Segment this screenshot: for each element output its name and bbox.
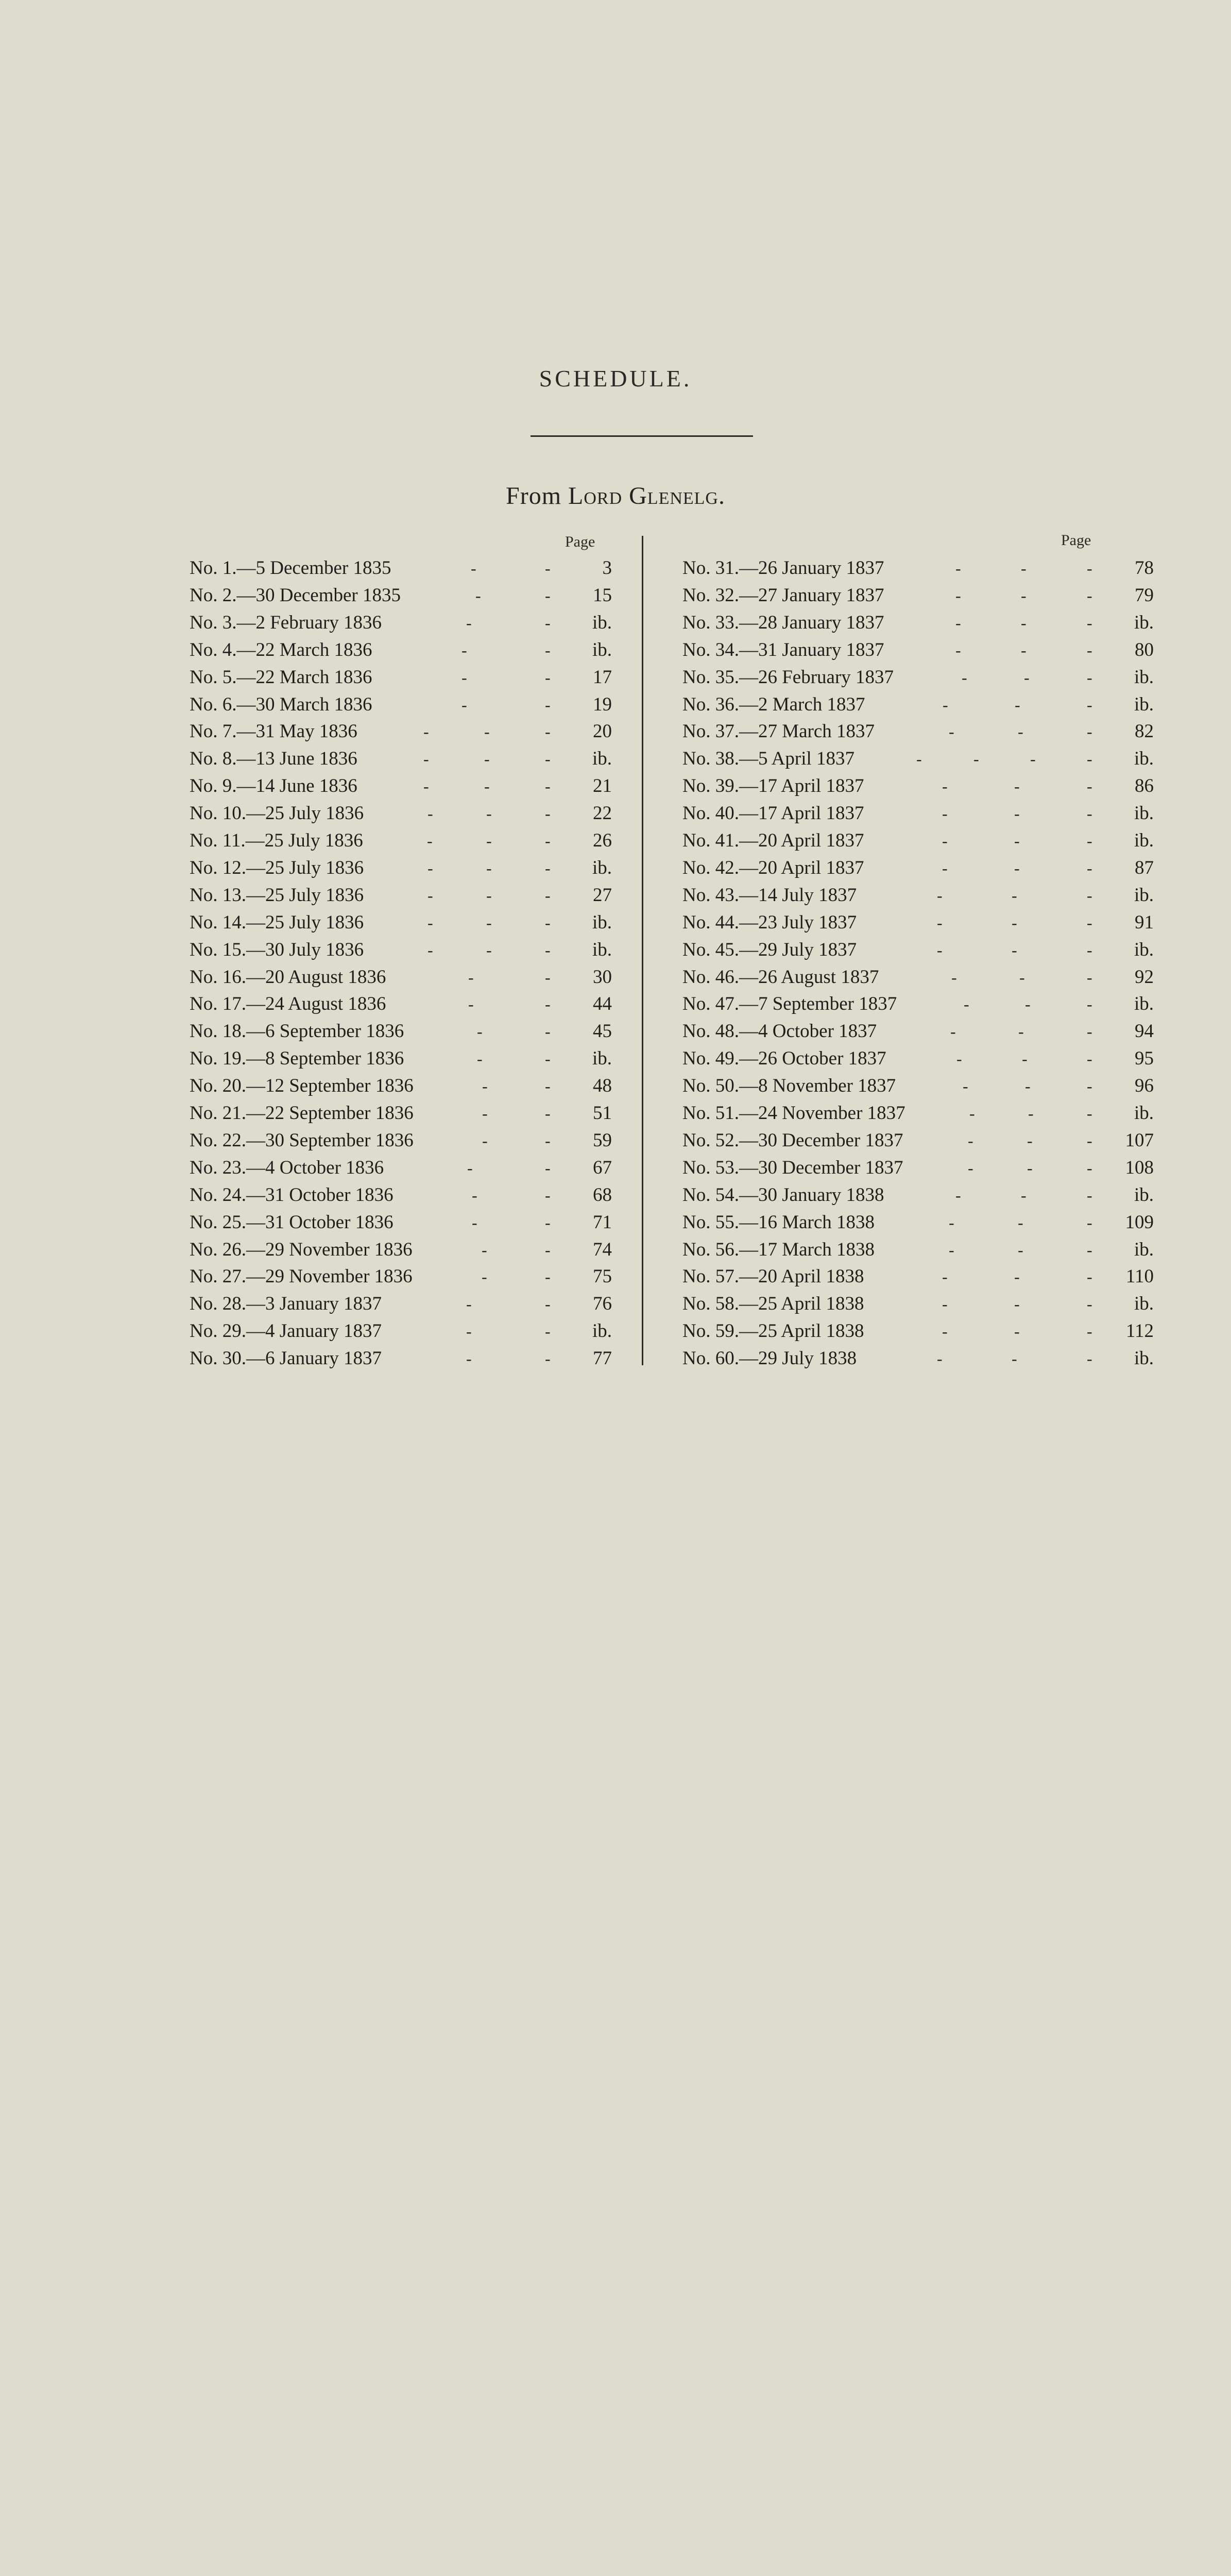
entry-page-number: ib. bbox=[566, 909, 612, 2576]
list-item: No. 10.—25 July 1836 - - - 22 bbox=[190, 800, 612, 827]
list-item: No. 12.—25 July 1836 - - - ib. bbox=[190, 855, 612, 882]
entry-label: No. 24.—31 October 1836 bbox=[190, 1182, 394, 1209]
list-item: No. 18.—6 September 1836 - - 45 bbox=[190, 1018, 612, 1045]
entry-label: No. 27.—29 November 1836 bbox=[190, 1263, 413, 1290]
list-item: No. 39.—17 April 1837 - - - 86 bbox=[682, 773, 1154, 800]
list-item: No. 36.—2 March 1837 - - - ib. bbox=[682, 691, 1154, 718]
entry-page-number: ib. bbox=[1107, 1182, 1154, 2576]
list-item: No. 32.—27 January 1837 - - - 79 bbox=[682, 582, 1154, 609]
entry-label: No. 7.—31 May 1836 bbox=[190, 718, 357, 745]
entry-label: No. 44.—23 July 1837 bbox=[682, 909, 857, 936]
entry-label: No. 54.—30 January 1838 bbox=[682, 1182, 884, 1209]
entry-page-number: ib. bbox=[566, 855, 612, 2576]
entry-page-number: 22 bbox=[566, 800, 612, 2576]
entry-label: No. 40.—17 April 1837 bbox=[682, 800, 864, 827]
entry-label: No. 15.—30 July 1836 bbox=[190, 937, 364, 963]
entry-page-number: 27 bbox=[566, 882, 612, 2576]
entry-label: No. 49.—26 October 1837 bbox=[682, 1045, 886, 1072]
list-item: No. 5.—22 March 1836 - - 17 bbox=[190, 664, 612, 691]
list-item: No. 59.—25 April 1838 - - - 112 bbox=[682, 1318, 1154, 1345]
list-item: No. 54.—30 January 1838 - - - ib. bbox=[682, 1182, 1154, 1209]
list-item: No. 60.—29 July 1838 - - - ib. bbox=[682, 1345, 1154, 1372]
entry-label: No. 16.—20 August 1836 bbox=[190, 964, 386, 991]
entry-page-number: ib. bbox=[566, 1318, 612, 2576]
column-divider bbox=[642, 536, 643, 1365]
entry-label: No. 51.—24 November 1837 bbox=[682, 1100, 905, 1127]
entry-page-number: 71 bbox=[566, 1209, 612, 2576]
entry-label: No. 38.—5 April 1837 bbox=[682, 745, 854, 772]
list-item: No. 35.—26 February 1837 - - - ib. bbox=[682, 664, 1154, 691]
list-item: No. 28.—3 January 1837 - - 76 bbox=[190, 1291, 612, 1317]
list-item: No. 33.—28 January 1837 - - - ib. bbox=[682, 609, 1154, 636]
entry-page-number: ib. bbox=[1107, 745, 1154, 2576]
entry-page-number: 82 bbox=[1107, 718, 1154, 2576]
entry-page-number: 77 bbox=[566, 1345, 612, 2576]
list-item: No. 40.—17 April 1837 - - - ib. bbox=[682, 800, 1154, 827]
entry-label: No. 1.—5 December 1835 bbox=[190, 555, 391, 582]
entry-page-number: 96 bbox=[1107, 1073, 1154, 2576]
entry-label: No. 5.—22 March 1836 bbox=[190, 664, 372, 691]
list-item: No. 27.—29 November 1836 - - 75 bbox=[190, 1263, 612, 1290]
list-item: No. 25.—31 October 1836 - - 71 bbox=[190, 1209, 612, 1236]
page-subtitle bbox=[0, 482, 1231, 510]
entry-label: No. 59.—25 April 1838 bbox=[682, 1318, 864, 1345]
entry-page-number: ib. bbox=[1107, 800, 1154, 2576]
entry-page-number: 79 bbox=[1107, 582, 1154, 2576]
list-item: No. 3.—2 February 1836 - - ib. bbox=[190, 609, 612, 636]
list-item: No. 41.—20 April 1837 - - - ib. bbox=[682, 827, 1154, 854]
list-item: No. 57.—20 April 1838 - - - 110 bbox=[682, 1263, 1154, 1290]
list-item: No. 1.—5 December 1835 - - 3 bbox=[190, 555, 612, 582]
entry-label: No. 56.—17 March 1838 bbox=[682, 1236, 875, 1263]
list-item: No. 11.—25 July 1836 - - - 26 bbox=[190, 827, 612, 854]
entry-page-number: ib. bbox=[566, 937, 612, 2576]
page-title: SCHEDULE. bbox=[0, 365, 1231, 392]
entry-page-number: 19 bbox=[566, 691, 612, 2576]
entry-label: No. 4.—22 March 1836 bbox=[190, 637, 372, 664]
entry-page-number: 30 bbox=[566, 964, 612, 2576]
list-item: No. 49.—26 October 1837 - - - 95 bbox=[682, 1045, 1154, 1072]
entry-page-number: 86 bbox=[1107, 773, 1154, 2576]
entry-page-number: ib. bbox=[1107, 937, 1154, 2576]
list-item: No. 29.—4 January 1837 - - ib. bbox=[190, 1318, 612, 1345]
list-item: No. 4.—22 March 1836 - - ib. bbox=[190, 637, 612, 664]
entry-label: No. 25.—31 October 1836 bbox=[190, 1209, 394, 1236]
entry-page-number: 76 bbox=[566, 1291, 612, 2576]
entry-label: No. 6.—30 March 1836 bbox=[190, 691, 372, 718]
list-item: No. 46.—26 August 1837 - - - 92 bbox=[682, 964, 1154, 991]
entry-label: No. 46.—26 August 1837 bbox=[682, 964, 879, 991]
entry-label: No. 20.—12 September 1836 bbox=[190, 1073, 414, 1099]
entry-label: No. 9.—14 June 1836 bbox=[190, 773, 357, 800]
entry-label: No. 45.—29 July 1837 bbox=[682, 937, 857, 963]
entry-label: No. 22.—30 September 1836 bbox=[190, 1127, 414, 1154]
entry-label: No. 48.—4 October 1837 bbox=[682, 1018, 877, 1045]
list-item: No. 7.—31 May 1836 - - - 20 bbox=[190, 718, 612, 745]
entry-label: No. 50.—8 November 1837 bbox=[682, 1073, 896, 1099]
entry-page-number: 92 bbox=[1107, 964, 1154, 2576]
entry-page-number: ib. bbox=[1107, 1345, 1154, 2576]
entry-page-number: ib. bbox=[1107, 1100, 1154, 2576]
entry-page-number: ib. bbox=[566, 609, 612, 2576]
entry-page-number: 110 bbox=[1107, 1263, 1154, 2576]
list-item: No. 2.—30 December 1835 - - 15 bbox=[190, 582, 612, 609]
list-item: No. 6.—30 March 1836 - - 19 bbox=[190, 691, 612, 718]
title-rule bbox=[531, 435, 753, 437]
entry-label: No. 30.—6 January 1837 bbox=[190, 1345, 382, 1372]
list-item: No. 17.—24 August 1836 - - 44 bbox=[190, 991, 612, 1018]
entry-page-number: ib. bbox=[1107, 664, 1154, 2576]
entry-label: No. 26.—29 November 1836 bbox=[190, 1236, 413, 1263]
list-item: No. 50.—8 November 1837 - - - 96 bbox=[682, 1073, 1154, 1099]
entry-label: No. 17.—24 August 1836 bbox=[190, 991, 386, 1018]
entry-page-number: 26 bbox=[566, 827, 612, 2576]
entry-label: No. 35.—26 February 1837 bbox=[682, 664, 894, 691]
list-item: No. 38.—5 April 1837 - - - - ib. bbox=[682, 745, 1154, 772]
entry-label: No. 2.—30 December 1835 bbox=[190, 582, 401, 609]
list-item: No. 8.—13 June 1836 - - - ib. bbox=[190, 745, 612, 772]
entry-page-number: ib. bbox=[1107, 827, 1154, 2576]
entry-page-number: ib. bbox=[566, 745, 612, 2576]
entry-label: No. 14.—25 July 1836 bbox=[190, 909, 364, 936]
list-item: No. 9.—14 June 1836 - - - 21 bbox=[190, 773, 612, 800]
entry-label: No. 19.—8 September 1836 bbox=[190, 1045, 404, 1072]
entry-label: No. 37.—27 March 1837 bbox=[682, 718, 875, 745]
entry-page-number: 44 bbox=[566, 991, 612, 2576]
list-item: No. 16.—20 August 1836 - - 30 bbox=[190, 964, 612, 991]
list-item: No. 52.—30 December 1837 - - - 107 bbox=[682, 1127, 1154, 1154]
list-item: No. 37.—27 March 1837 - - - 82 bbox=[682, 718, 1154, 745]
entry-label: No. 31.—26 January 1837 bbox=[682, 555, 884, 582]
entry-label: No. 32.—27 January 1837 bbox=[682, 582, 884, 609]
entry-label: No. 11.—25 July 1836 bbox=[190, 827, 363, 854]
entry-page-number: ib. bbox=[566, 637, 612, 2576]
entry-label: No. 28.—3 January 1837 bbox=[190, 1291, 382, 1317]
left-page-column-label: Page bbox=[565, 533, 595, 551]
entry-page-number: 95 bbox=[1107, 1045, 1154, 2576]
list-item: No. 51.—24 November 1837 - - - ib. bbox=[682, 1100, 1154, 1127]
list-item: No. 42.—20 April 1837 - - - 87 bbox=[682, 855, 1154, 882]
entry-label: No. 10.—25 July 1836 bbox=[190, 800, 364, 827]
entry-label: No. 55.—16 March 1838 bbox=[682, 1209, 875, 1236]
entry-label: No. 33.—28 January 1837 bbox=[682, 609, 884, 636]
list-item: No. 53.—30 December 1837 - - - 108 bbox=[682, 1155, 1154, 1181]
entry-page-number: 20 bbox=[566, 718, 612, 2576]
entry-page-number: 68 bbox=[566, 1182, 612, 2576]
list-item: No. 48.—4 October 1837 - - - 94 bbox=[682, 1018, 1154, 1045]
entry-label: No. 60.—29 July 1838 bbox=[682, 1345, 857, 1372]
list-item: No. 47.—7 September 1837 - - - ib. bbox=[682, 991, 1154, 1018]
entry-page-number: 75 bbox=[566, 1263, 612, 2576]
entry-label: No. 36.—2 March 1837 bbox=[682, 691, 865, 718]
entry-page-number: 94 bbox=[1107, 1018, 1154, 2576]
entry-page-number: 3 bbox=[566, 555, 612, 2576]
list-item: No. 15.—30 July 1836 - - - ib. bbox=[190, 937, 612, 963]
entry-label: No. 12.—25 July 1836 bbox=[190, 855, 364, 882]
list-item: No. 55.—16 March 1838 - - - 109 bbox=[682, 1209, 1154, 1236]
entry-page-number: ib. bbox=[1107, 1236, 1154, 2576]
entry-page-number: ib. bbox=[1107, 991, 1154, 2576]
entry-label: No. 29.—4 January 1837 bbox=[190, 1318, 382, 1345]
entry-label: No. 57.—20 April 1838 bbox=[682, 1263, 864, 1290]
list-item: No. 22.—30 September 1836 - - 59 bbox=[190, 1127, 612, 1154]
entry-page-number: 91 bbox=[1107, 909, 1154, 2576]
entry-page-number: 74 bbox=[566, 1236, 612, 2576]
entry-page-number: ib. bbox=[1107, 1291, 1154, 2576]
list-item: No. 23.—4 October 1836 - - 67 bbox=[190, 1155, 612, 1181]
list-item: No. 19.—8 September 1836 - - ib. bbox=[190, 1045, 612, 1072]
list-item: No. 43.—14 July 1837 - - - ib. bbox=[682, 882, 1154, 909]
entry-page-number: 59 bbox=[566, 1127, 612, 2576]
entry-label: No. 34.—31 January 1837 bbox=[682, 637, 884, 664]
entry-label: No. 39.—17 April 1837 bbox=[682, 773, 864, 800]
entry-label: No. 58.—25 April 1838 bbox=[682, 1291, 864, 1317]
list-item: No. 24.—31 October 1836 - - 68 bbox=[190, 1182, 612, 1209]
right-page-column-label: Page bbox=[1061, 532, 1091, 549]
entry-page-number: 45 bbox=[566, 1018, 612, 2576]
entry-page-number: 109 bbox=[1107, 1209, 1154, 2576]
list-item: No. 45.—29 July 1837 - - - ib. bbox=[682, 937, 1154, 963]
entry-page-number: 80 bbox=[1107, 637, 1154, 2576]
subtitle-prefix: From bbox=[506, 482, 561, 510]
list-item: No. 26.—29 November 1836 - - 74 bbox=[190, 1236, 612, 1263]
list-item: No. 31.—26 January 1837 - - - 78 bbox=[682, 555, 1154, 582]
entry-page-number: 87 bbox=[1107, 855, 1154, 2576]
entry-page-number: ib. bbox=[1107, 691, 1154, 2576]
entry-page-number: ib. bbox=[1107, 609, 1154, 2576]
list-item: No. 13.—25 July 1836 - - - 27 bbox=[190, 882, 612, 909]
entry-label: No. 3.—2 February 1836 bbox=[190, 609, 382, 636]
entry-label: No. 21.—22 September 1836 bbox=[190, 1100, 414, 1127]
entry-page-number: 15 bbox=[566, 582, 612, 2576]
entry-label: No. 8.—13 June 1836 bbox=[190, 745, 357, 772]
entry-label: No. 18.—6 September 1836 bbox=[190, 1018, 404, 1045]
entry-page-number: ib. bbox=[566, 1045, 612, 2576]
entry-page-number: 78 bbox=[1107, 555, 1154, 2576]
entry-label: No. 52.—30 December 1837 bbox=[682, 1127, 903, 1154]
list-item: No. 30.—6 January 1837 - - 77 bbox=[190, 1345, 612, 1372]
list-item: No. 34.—31 January 1837 - - - 80 bbox=[682, 637, 1154, 664]
entry-page-number: 21 bbox=[566, 773, 612, 2576]
list-item: No. 56.—17 March 1838 - - - ib. bbox=[682, 1236, 1154, 1263]
entry-page-number: 17 bbox=[566, 664, 612, 2576]
entry-label: No. 41.—20 April 1837 bbox=[682, 827, 864, 854]
entry-label: No. 47.—7 September 1837 bbox=[682, 991, 897, 1018]
list-item: No. 14.—25 July 1836 - - - ib. bbox=[190, 909, 612, 936]
entry-label: No. 43.—14 July 1837 bbox=[682, 882, 857, 909]
entry-page-number: 107 bbox=[1107, 1127, 1154, 2576]
entry-page-number: 108 bbox=[1107, 1155, 1154, 2576]
list-item: No. 58.—25 April 1838 - - - ib. bbox=[682, 1291, 1154, 1317]
entry-page-number: 48 bbox=[566, 1073, 612, 2576]
entry-label: No. 13.—25 July 1836 bbox=[190, 882, 364, 909]
entry-label: No. 42.—20 April 1837 bbox=[682, 855, 864, 882]
entry-page-number: 112 bbox=[1107, 1318, 1154, 2576]
entry-label: No. 53.—30 December 1837 bbox=[682, 1155, 903, 1181]
entry-page-number: 67 bbox=[566, 1155, 612, 2576]
list-item: No. 21.—22 September 1836 - - 51 bbox=[190, 1100, 612, 1127]
entry-page-number: 51 bbox=[566, 1100, 612, 2576]
entry-page-number: ib. bbox=[1107, 882, 1154, 2576]
entry-label: No. 23.—4 October 1836 bbox=[190, 1155, 384, 1181]
subtitle-name: Lord Glenelg. bbox=[568, 482, 725, 510]
list-item: No. 44.—23 July 1837 - - - 91 bbox=[682, 909, 1154, 936]
list-item: No. 20.—12 September 1836 - - 48 bbox=[190, 1073, 612, 1099]
